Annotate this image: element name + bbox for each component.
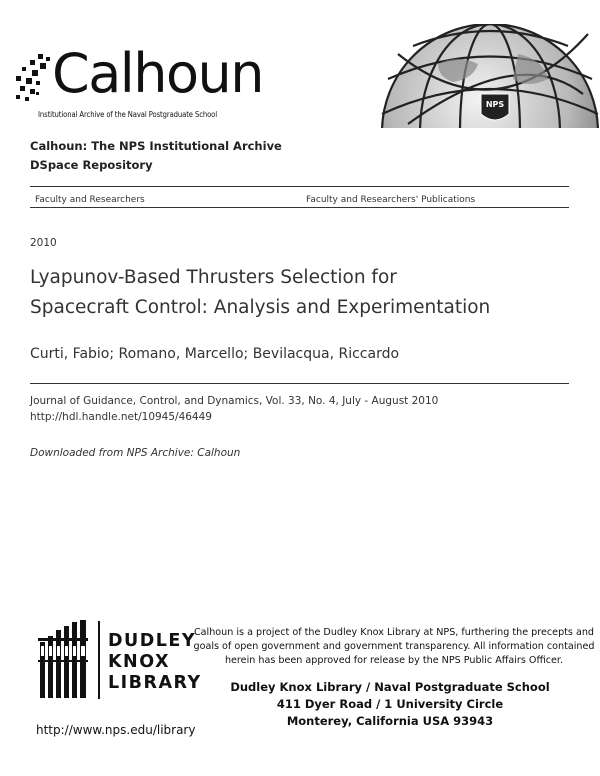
library-url-link[interactable]: http://www.nps.edu/library [36, 723, 196, 737]
document-title [30, 263, 570, 323]
footer-blurb-line2: goals of open government and government transparency. All information contained [193, 641, 595, 652]
library-logo-divider [98, 621, 100, 699]
divider [30, 186, 569, 187]
svg-text:NPS: NPS [485, 100, 505, 109]
divider [30, 207, 569, 208]
collection-link-publications[interactable]: Faculty and Researchers' Publications [306, 195, 476, 205]
address-line1: Dudley Knox Library / Naval Postgraduate School [230, 680, 550, 694]
library-word-library: LIBRARY [108, 673, 202, 693]
divider [30, 383, 569, 384]
document-title-line2: Spacecraft Control: Analysis and Experimentation [30, 297, 491, 318]
archive-title: Calhoun: The NPS Institutional Archive [30, 139, 282, 153]
library-word-dudley: DUDLEY [108, 631, 197, 651]
handle-link[interactable]: http://hdl.handle.net/10945/46449 [30, 411, 212, 423]
collection-link-faculty[interactable]: Faculty and Researchers [35, 195, 145, 205]
publication-year: 2010 [30, 237, 57, 249]
globe-icon [378, 24, 600, 128]
address-line2: 411 Dyer Road / 1 University Circle [276, 697, 504, 711]
library-word-knox: KNOX [108, 652, 170, 672]
calhoun-wordmark: Calhoun [52, 42, 264, 105]
document-title-line1: Lyapunov-Based Thrusters Selection for [30, 267, 397, 288]
dudley-knox-library-logo-icon [38, 620, 92, 700]
document-authors: Curti, Fabio; Romano, Marcello; Bevilacqua, Riccardo [30, 346, 400, 362]
citation: Journal of Guidance, Control, and Dynamics, Vol. 33, No. 4, July - August 2010 [30, 395, 439, 407]
repository-title: DSpace Repository [30, 158, 153, 172]
downloaded-note: Downloaded from NPS Archive: Calhoun [30, 447, 241, 459]
footer-blurb-line1: Calhoun is a project of the Dudley Knox Library at NPS, furthering the precepts and [193, 627, 595, 638]
footer-blurb [188, 626, 600, 668]
nps-seal-icon [481, 94, 509, 120]
footer-blurb-line3: herein has been approved for release by the NPS Public Affairs Officer. [224, 655, 564, 666]
calhoun-logo-subtitle: Institutional Archive of the Naval Postgraduate School [38, 110, 218, 119]
address-line3: Monterey, California USA 93943 [286, 714, 494, 728]
